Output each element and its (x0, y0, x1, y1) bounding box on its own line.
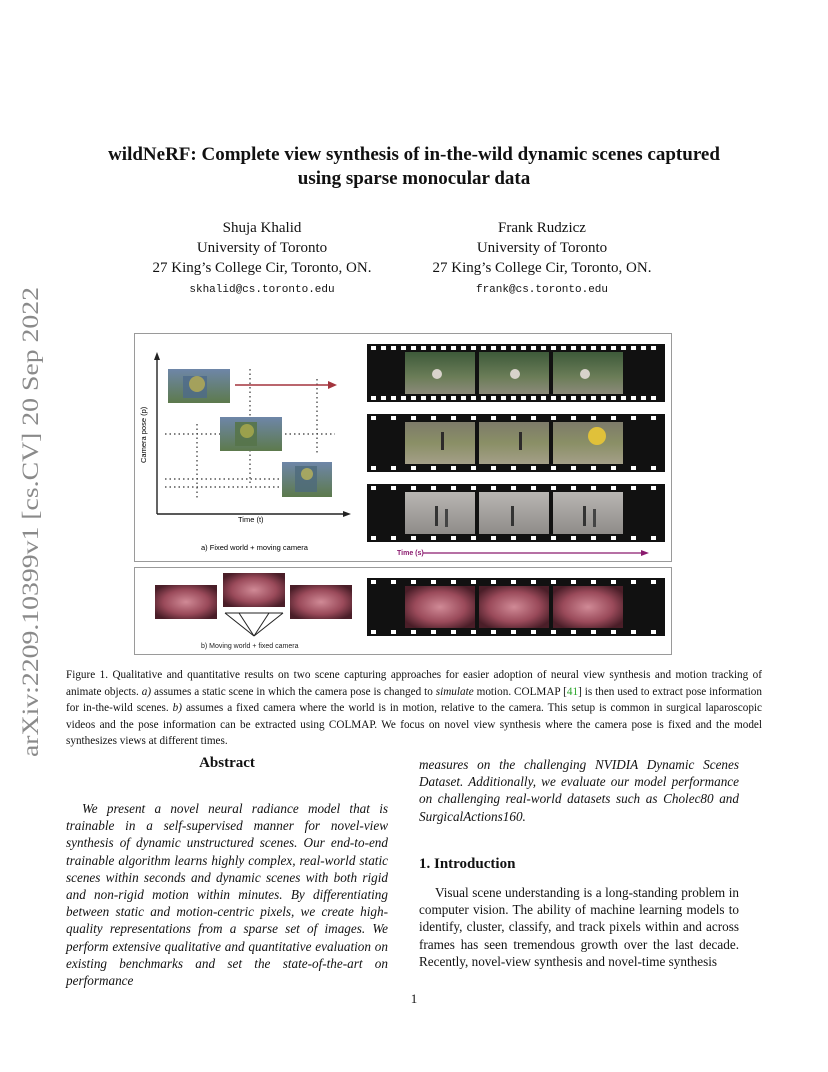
figure-panel-b (134, 567, 672, 655)
abstract-text: We present a novel neural radiance model that is trainable in a self-supervised manner for novel-view synthesis of dynamic unstructured scenes. Our end-to-end trainable algorithm learns highly complex, real-world static scenes within seconds and dynamic scenes with both rigid and non-rigid motion within minutes. By differentiating between static and motion-centric pixels, we create high-quality representations from a sparse set of images. We perform extensive qualitative and quantitative evaluation on existing benchmarks and set the state-of-the-art on performance (66, 801, 388, 989)
citation-link[interactable]: 41 (566, 685, 579, 698)
paper-title (60, 143, 768, 191)
title-line-1: wildNeRF: Complete view synthesis of in-the-wild dynamic scenes captured (108, 144, 720, 165)
caption-text: ] is then used to extract pose information for in-the-wild scenes. (66, 685, 762, 715)
intro-text: Visual scene understanding is a long-standing problem in computer vision. The ability of machine learning models to identify, cluster, classify, and track pixels within and across frames has seen tremendous growth over the last decade. Recently, novel-view synthesis and novel-time synthesis (419, 885, 739, 969)
film-strip (367, 414, 665, 472)
caption-marker-a: a) (141, 685, 152, 698)
author-address: 27 King’s College Cir, Toronto, ON. (432, 260, 652, 276)
fixed-camera-icon (225, 613, 283, 636)
figure-caption (66, 667, 762, 750)
author-affiliation: University of Toronto (196, 240, 328, 256)
camera-view-thumbnail (168, 369, 230, 403)
caption-text: assumes a fixed camera where the world is in motion, relative to the camera. This setup is common in surgical laparoscopic videos and the pose information can be extracted using COLMAP. We focus on novel view synthesis where the camera pose is fixed and the model synthesizes views at different times. (66, 702, 763, 748)
figure-panel-a-graphic (135, 334, 671, 561)
caption-text: Figure 1. Qualitative and quantitative results on two scene capturing approaches for easier adoption of neural view synthesis and motion tracking of animate objects. (66, 669, 762, 698)
author-email[interactable]: frank@cs.toronto.edu (475, 284, 609, 296)
author-block-2 (392, 218, 692, 300)
panel-b-label: b) Moving world + fixed camera (201, 643, 299, 650)
surgical-thumbnail (290, 585, 352, 619)
y-axis-label: Camera pose (p) (139, 406, 148, 463)
pose-time-plot (139, 352, 351, 552)
author-block-1 (112, 218, 412, 300)
film-strip (367, 344, 665, 402)
camera-view-thumbnail (282, 462, 332, 497)
x-axis-label: Time (t) (238, 515, 264, 524)
arxiv-stamp (14, 285, 44, 760)
caption-text: motion. COLMAP [ (473, 685, 567, 698)
film-strip (367, 484, 665, 542)
title-line-2: using sparse monocular data (297, 168, 531, 189)
author-email[interactable]: skhalid@cs.toronto.edu (189, 284, 335, 296)
caption-text: assumes a static scene in which the camera pose is changed to (151, 685, 436, 698)
author-address: 27 King’s College Cir, Toronto, ON. (152, 260, 372, 276)
abstract-continuation: measures on the challenging NVIDIA Dynamic Scenes Dataset. Additionally, we evaluate our model performance on challenging real-world datasets such as Cholec80 and SurgicalActions160. (419, 757, 739, 824)
time-arrow-label: Time (s) (397, 550, 424, 557)
arxiv-id: arXiv:2209.10399v1 [cs.CV] 20 Sep 2022 (18, 367, 43, 757)
author-affiliation: University of Toronto (476, 240, 608, 256)
page-number: 1 (410, 991, 418, 1006)
author-name: Frank Rudzicz (498, 220, 586, 236)
surgical-thumbnail (223, 573, 285, 607)
author-name: Shuja Khalid (222, 220, 302, 236)
panel-a-label: a) Fixed world + moving camera (201, 543, 308, 552)
figure-panel-a (134, 333, 672, 562)
camera-view-thumbnail (220, 417, 282, 451)
caption-emphasis: simulate (435, 685, 474, 698)
surgical-thumbnail (155, 585, 217, 619)
intro-heading: 1. Introduction (419, 856, 516, 872)
abstract-heading: Abstract (199, 755, 255, 771)
caption-marker-b: b) (172, 702, 182, 715)
figure-panel-b-graphic (135, 568, 671, 654)
